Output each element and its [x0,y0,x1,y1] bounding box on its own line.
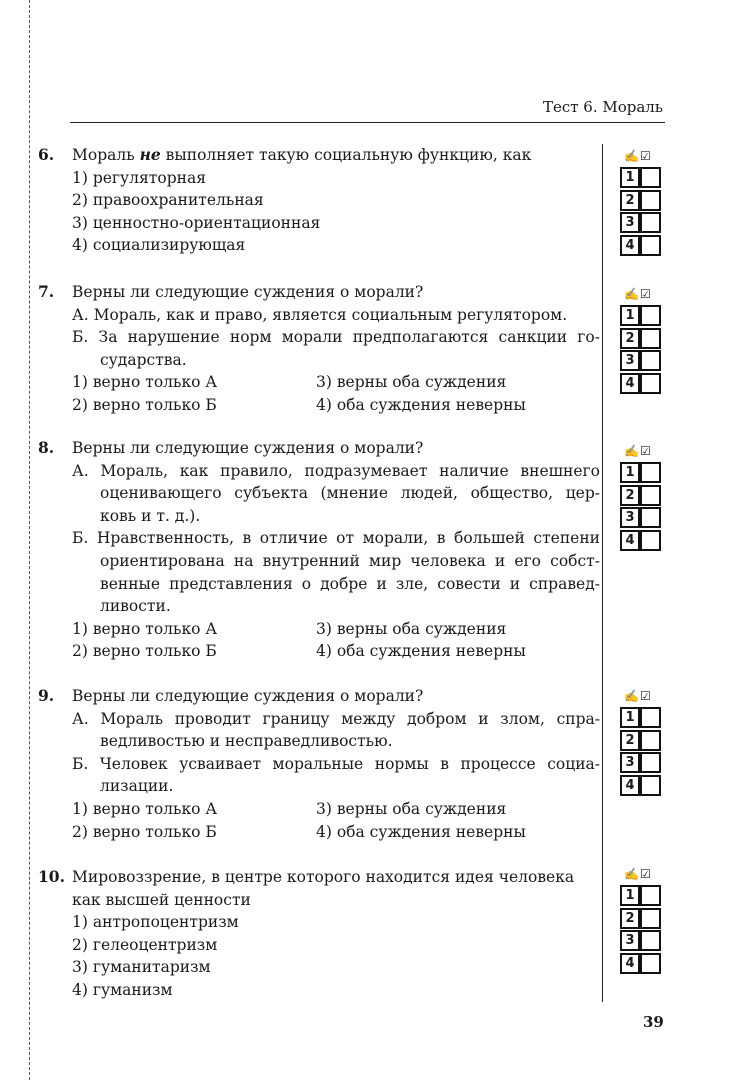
answer-checkbox-2[interactable] [640,328,661,349]
statement-a: А. Мораль, как правило, подразумевает наличие внешнего [72,461,600,480]
option: 4) оба суждения неверны [316,395,526,414]
option: 3) верны оба суждения [316,619,507,638]
answer-checkbox-1[interactable] [640,707,661,728]
page-number: 39 [643,1013,664,1031]
statement-a-cont: ведливостью и несправедливостью. [100,732,393,751]
answer-checkbox-2[interactable] [640,190,661,211]
option: 3) верны оба суждения [316,799,507,818]
answer-number: 1 [620,885,640,906]
option: 2) верно только Б [72,395,217,414]
statement-b-cont: венные представления о добре и зле, совести и справед- [100,574,600,593]
question-number: 6. [38,145,55,164]
answer-number: 2 [620,908,640,929]
answer-checkbox-3[interactable] [640,350,661,371]
statement-a: А. Мораль проводит границу между добром и злом, спра- [72,709,600,728]
statement-a-cont: оценивающего субъекта (мнение людей, общество, цер- [100,484,600,503]
answer-grid-8 [620,441,662,551]
answer-number: 4 [620,530,640,551]
question-number: 8. [38,438,55,457]
option: 4) оба суждения неверны [316,642,526,661]
answer-number: 4 [620,235,640,256]
answer-number: 3 [620,507,640,528]
pen-check-icon: ✍☑ [624,149,652,163]
option: 1) антропоцентризм [72,913,239,932]
question-stem: Мораль не выполняет такую социальную функцию, как [72,145,532,164]
answer-number: 2 [620,190,640,211]
answer-checkbox-3[interactable] [640,212,661,233]
option: 4) социализирующая [72,236,246,255]
answer-checkbox-1[interactable] [640,462,661,483]
question-7 [38,281,600,417]
answer-number: 3 [620,930,640,951]
answer-checkbox-2[interactable] [640,908,661,929]
answer-checkbox-4[interactable] [640,373,661,394]
answer-checkbox-4[interactable] [640,235,661,256]
option: 3) верны оба суждения [316,373,507,392]
answer-number: 4 [620,953,640,974]
answer-checkbox-1[interactable] [640,885,661,906]
question-stem: Мировоззрение, в центре которого находится идея человека [72,868,575,886]
question-stem: Верны ли следующие суждения о морали? [72,687,424,705]
header-title: Тест 6. Мораль [542,98,663,116]
answer-number: 3 [620,350,640,371]
page-header [70,98,665,123]
question-9 [38,685,600,843]
answer-checkbox-1[interactable] [640,305,661,326]
answer-number: 4 [620,373,640,394]
statement-a: А. Мораль, как и право, является социальным регулятором. [72,305,568,324]
answer-number: 2 [620,730,640,751]
option: 2) правоохранительная [72,191,264,210]
statement-b: Б. Человек усваивает моральные нормы в процессе социа- [72,754,600,773]
answer-grid-6 [620,146,662,256]
answer-checkbox-2[interactable] [640,730,661,751]
pen-check-icon: ✍☑ [624,867,652,881]
answer-number: 4 [620,775,640,796]
question-number: 10. [38,867,65,886]
question-10 [38,866,600,1002]
option: 1) верно только А [72,373,218,392]
statement-b-cont: ориентирована на внутренний мир человека и его собст- [100,551,600,570]
option: 3) гуманитаризм [72,958,211,977]
option: 1) регуляторная [72,168,206,187]
question-number: 9. [38,686,55,705]
pen-check-icon: ✍☑ [624,689,652,703]
answer-checkbox-4[interactable] [640,953,661,974]
statement-b: Б. За нарушение норм морали предполагаются санкции го- [72,328,600,347]
statement-a-cont: ковь и т. д.). [100,506,201,525]
statement-b-cont: лизации. [100,777,174,796]
option: 4) оба суждения неверны [316,822,526,841]
question-stem: Верны ли следующие суждения о морали? [72,439,424,457]
answer-checkbox-1[interactable] [640,167,661,188]
question-8 [38,437,600,663]
option: 3) ценностно-ориентационная [72,213,321,232]
answer-checkbox-3[interactable] [640,930,661,951]
option: 1) верно только А [72,799,218,818]
option: 2) гелеоцентризм [72,935,218,954]
statement-b-cont: ливости. [100,597,171,616]
answer-checkbox-4[interactable] [640,530,661,551]
answer-column-divider [602,144,603,1002]
cut-line [29,0,30,1080]
option: 4) гуманизм [72,980,173,999]
answer-number: 1 [620,305,640,326]
option: 1) верно только А [72,619,218,638]
answer-number: 1 [620,462,640,483]
pen-check-icon: ✍☑ [624,444,652,458]
answer-number: 3 [620,212,640,233]
question-6 [38,144,600,257]
answer-number: 2 [620,485,640,506]
pen-check-icon: ✍☑ [624,287,652,301]
answer-number: 3 [620,752,640,773]
question-stem: Верны ли следующие суждения о морали? [72,283,424,301]
answer-number: 2 [620,328,640,349]
answer-checkbox-3[interactable] [640,507,661,528]
answer-checkbox-3[interactable] [640,752,661,773]
answer-grid-7 [620,284,662,394]
statement-b: Б. Нравственность, в отличие от морали, в большей степени [72,529,600,548]
answer-checkbox-2[interactable] [640,485,661,506]
negation-emphasis: не [139,145,161,164]
option: 2) верно только Б [72,642,217,661]
answer-grid-10 [620,864,662,974]
answer-checkbox-4[interactable] [640,775,661,796]
question-stem-cont: как высшей ценности [72,890,251,909]
question-number: 7. [38,282,55,301]
answer-number: 1 [620,167,640,188]
option: 2) верно только Б [72,822,217,841]
statement-b-cont: сударства. [100,350,187,369]
answer-number: 1 [620,707,640,728]
answer-grid-9 [620,686,662,796]
